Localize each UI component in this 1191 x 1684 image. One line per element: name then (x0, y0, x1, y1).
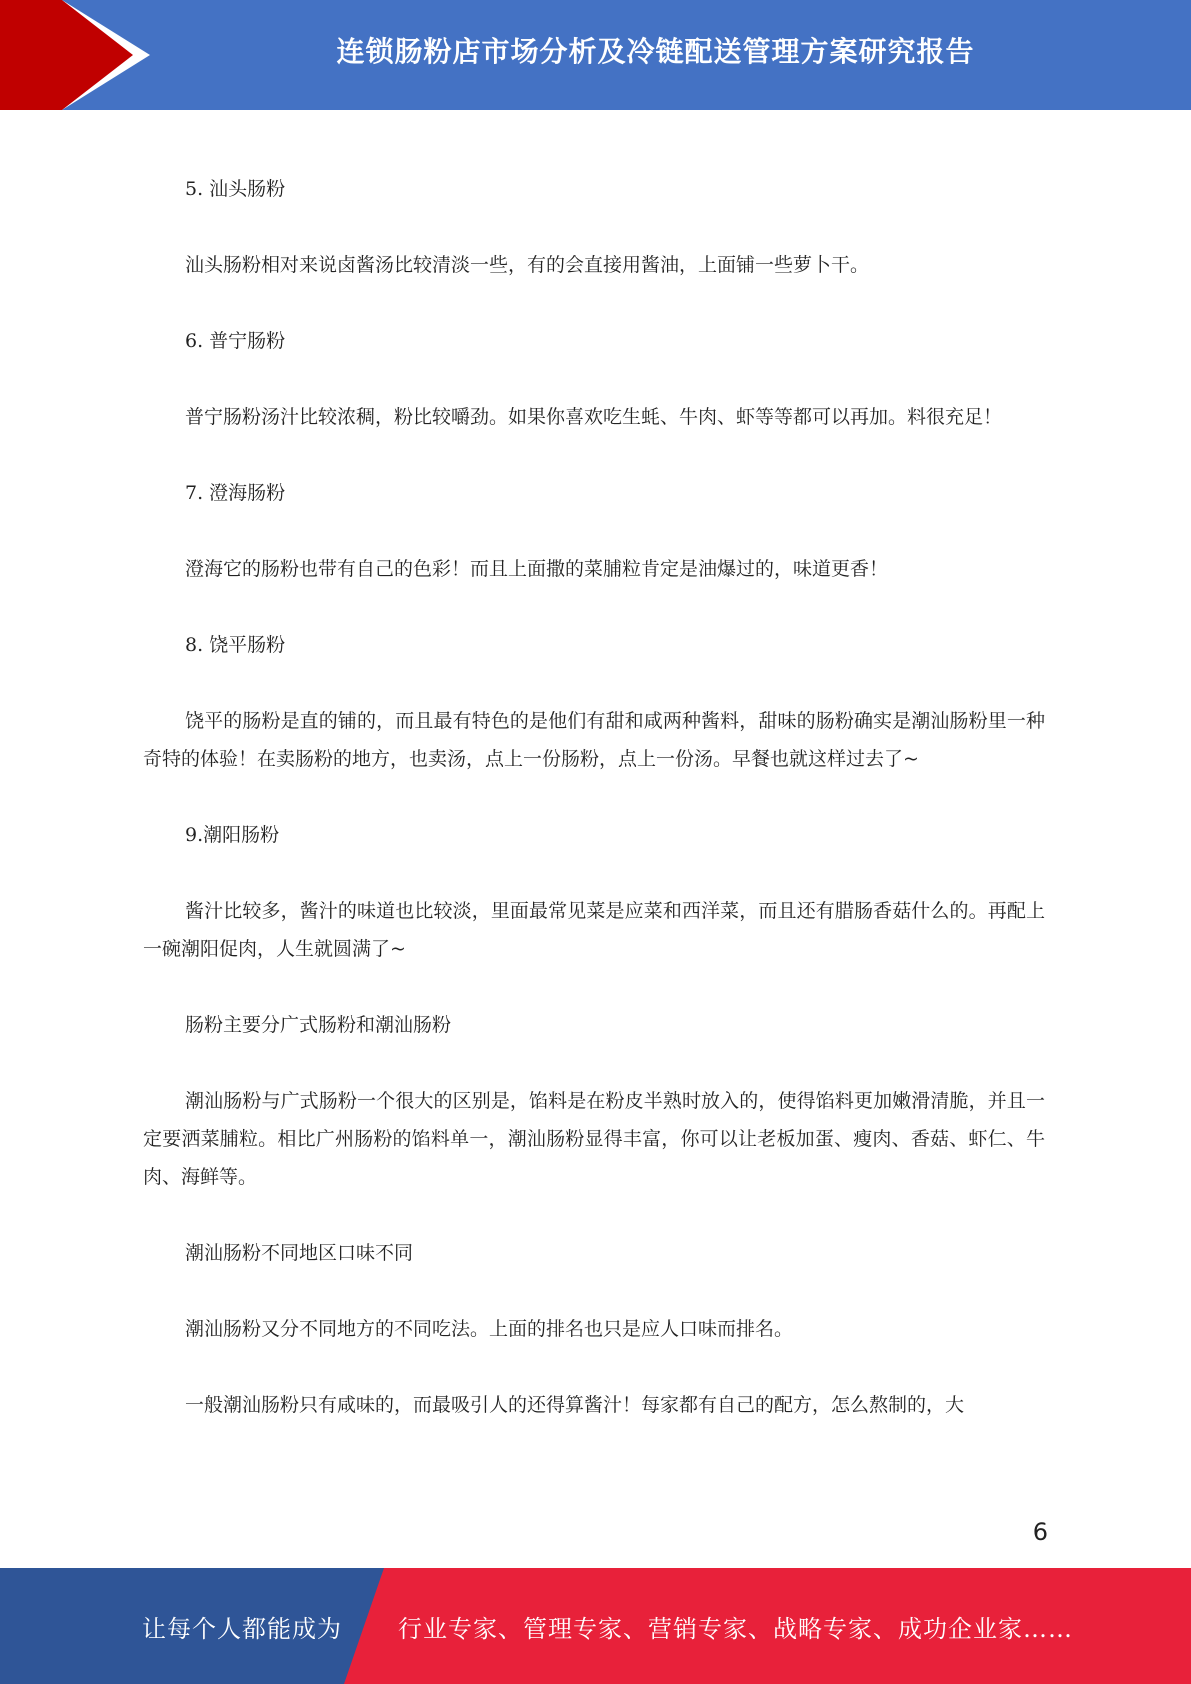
page-header (0, 0, 1191, 110)
footer-slogan-right: 行业专家、管理专家、营销专家、战略专家、成功企业家…… (398, 1614, 1073, 1643)
section-heading-types: 肠粉主要分广式肠粉和潮汕肠粉 (185, 1014, 452, 1036)
paragraph-sauce: 一般潮汕肠粉只有咸味的，而最吸引人的还得算酱汁！每家都有自己的配方，怎么熬制的，大 (185, 1394, 965, 1416)
section-heading-shantou: 5. 汕头肠粉 (185, 178, 286, 200)
page-number: 6 (1032, 1518, 1048, 1546)
section-heading-chaoyang: 9.潮阳肠粉 (185, 824, 280, 846)
paragraph-chenghai: 澄海它的肠粉也带有自己的色彩！而且上面撒的菜脯粒肯定是油爆过的，味道更香！ (185, 558, 889, 580)
paragraph-shantou: 汕头肠粉相对来说卤酱汤比较清淡一些，有的会直接用酱油，上面铺一些萝卜干。 (185, 254, 870, 276)
section-heading-puning: 6. 普宁肠粉 (185, 330, 286, 352)
section-heading-regional: 潮汕肠粉不同地区口味不同 (185, 1242, 414, 1264)
document-body (143, 170, 1045, 1462)
section-heading-raoping: 8. 饶平肠粉 (185, 634, 286, 656)
header-arrow-icon (0, 0, 160, 110)
paragraph-types: 潮汕肠粉与广式肠粉一个很大的区别是，馅料是在粉皮半熟时放入的，使得馅料更加嫩滑清脆，并且一定要洒菜脯粒。相比广州肠粉的馅料单一，潮汕肠粉显得丰富，你可以让老板加蛋、瘦肉、香菇、虾仁、牛肉、海鲜等。 (143, 1090, 1045, 1188)
paragraph-puning: 普宁肠粉汤汁比较浓稠，粉比较嚼劲。如果你喜欢吃生蚝、牛肉、虾等等都可以再加。料很充足！ (185, 406, 1003, 428)
document-title: 连锁肠粉店市场分析及冷链配送管理方案研究报告 (336, 35, 975, 68)
paragraph-chaoyang: 酱汁比较多，酱汁的味道也比较淡，里面最常见菜是应菜和西洋菜，而且还有腊肠香菇什么的。再配上一碗潮阳促肉，人生就圆满了~ (143, 900, 1045, 960)
page-footer (0, 1568, 1191, 1684)
paragraph-regional: 潮汕肠粉又分不同地方的不同吃法。上面的排名也只是应人口味而排名。 (185, 1318, 794, 1340)
footer-slogan-left: 让每个人都能成为 (142, 1614, 342, 1643)
paragraph-raoping: 饶平的肠粉是直的铺的，而且最有特色的是他们有甜和咸两种酱料，甜味的肠粉确实是潮汕肠粉里一种奇特的体验！在卖肠粉的地方，也卖汤，点上一份肠粉，点上一份汤。早餐也就这样过去了~ (143, 710, 1045, 770)
section-heading-chenghai: 7. 澄海肠粉 (185, 482, 286, 504)
